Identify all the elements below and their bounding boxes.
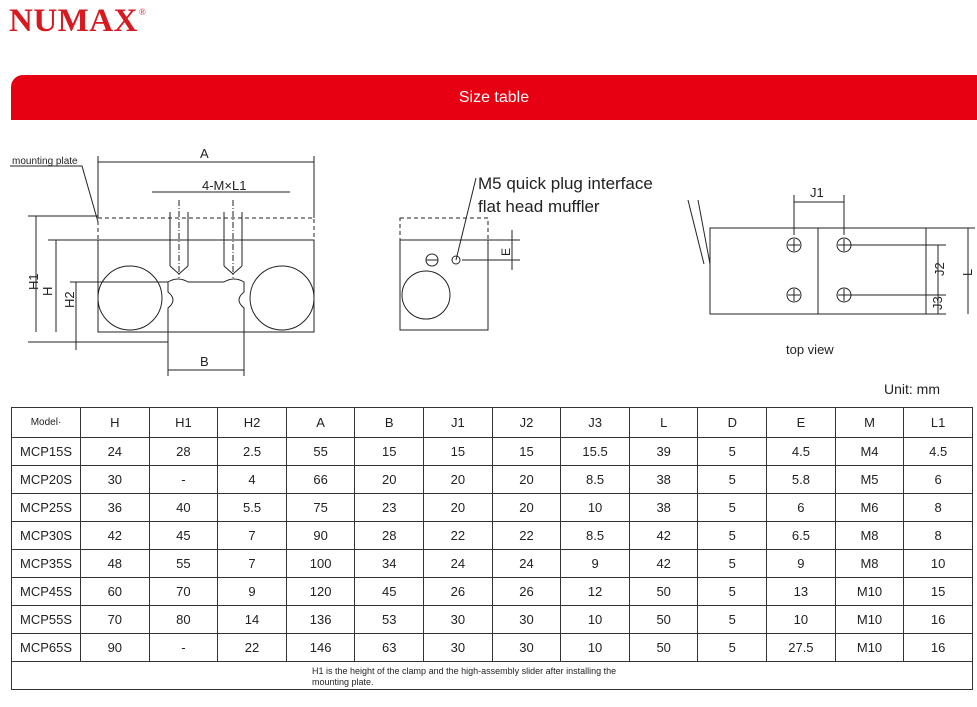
table-cell: 40 [149, 494, 218, 522]
table-cell: 90 [81, 634, 150, 662]
model-cell: MCP55S [12, 606, 81, 634]
column-header: H2 [218, 408, 287, 438]
table-cell: 15 [904, 578, 973, 606]
column-header: L [629, 408, 698, 438]
table-row [12, 634, 973, 662]
table-cell: 30 [424, 634, 493, 662]
table-row [12, 438, 973, 466]
table-cell: 100 [286, 550, 355, 578]
column-header: H [81, 408, 150, 438]
column-header: L1 [904, 408, 973, 438]
table-cell: M8 [835, 522, 904, 550]
model-cell: MCP20S [12, 466, 81, 494]
dim-m-label: 4-M×L1 [202, 178, 247, 193]
table-cell: 24 [81, 438, 150, 466]
front-view [10, 156, 314, 376]
table-cell: 10 [561, 494, 630, 522]
hole-icon [837, 288, 851, 302]
brand-name: NUMAX [9, 3, 138, 39]
table-cell: - [149, 466, 218, 494]
column-header: H1 [149, 408, 218, 438]
table-cell: 15.5 [561, 438, 630, 466]
table-cell: 30 [492, 606, 561, 634]
table-cell: 30 [492, 634, 561, 662]
table-cell: 4.5 [904, 438, 973, 466]
dim-b-label: B [200, 354, 209, 369]
table-note-cell [12, 662, 973, 690]
table-cell: 34 [355, 550, 424, 578]
table-note [312, 662, 972, 688]
table-cell: 75 [286, 494, 355, 522]
table-note-line: H1 is the height of the clamp and the high-assembly slider after installing the [312, 666, 617, 676]
table-cell: 42 [629, 550, 698, 578]
table-header-row [12, 408, 973, 438]
table-cell: 8.5 [561, 466, 630, 494]
table-cell: M10 [835, 606, 904, 634]
table-cell: M10 [835, 634, 904, 662]
column-header: J3 [561, 408, 630, 438]
table-cell: M5 [835, 466, 904, 494]
model-cell: MCP35S [12, 550, 81, 578]
table-cell: 38 [629, 494, 698, 522]
table-cell: 5 [698, 522, 767, 550]
banner-title: Size table [458, 88, 530, 106]
column-header: D [698, 408, 767, 438]
table-cell: M8 [835, 550, 904, 578]
table-cell: 27.5 [767, 634, 836, 662]
table-cell: 20 [492, 466, 561, 494]
table-cell: 22 [492, 522, 561, 550]
column-header: J1 [424, 408, 493, 438]
model-cell: MCP25S [12, 494, 81, 522]
model-cell: MCP45S [12, 578, 81, 606]
table-cell: 50 [629, 634, 698, 662]
table-cell: 36 [81, 494, 150, 522]
table-cell: 2.5 [218, 438, 287, 466]
table-cell: 10 [561, 606, 630, 634]
table-cell: 7 [218, 550, 287, 578]
brand-logo [9, 3, 145, 40]
dim-j3-label: J3 [930, 296, 945, 310]
table-cell: - [149, 634, 218, 662]
table-cell: 136 [286, 606, 355, 634]
table-cell: 42 [81, 522, 150, 550]
table-cell: 9 [561, 550, 630, 578]
table-cell: 39 [629, 438, 698, 466]
dim-h2-label: H2 [62, 291, 77, 308]
table-cell: 20 [424, 466, 493, 494]
table-cell: 10 [767, 606, 836, 634]
table-cell: 7 [218, 522, 287, 550]
table-cell: 5 [698, 494, 767, 522]
table-cell: 30 [81, 466, 150, 494]
size-table [11, 407, 973, 690]
table-row [12, 494, 973, 522]
table-note-line: mounting plate. [312, 677, 374, 687]
table-cell: 146 [286, 634, 355, 662]
table-cell: 8 [904, 494, 973, 522]
table-cell: 6 [904, 466, 973, 494]
table-cell: 4.5 [767, 438, 836, 466]
unit-label: Unit: mm [884, 381, 940, 397]
table-cell: 66 [286, 466, 355, 494]
table-cell: 50 [629, 606, 698, 634]
table-cell: 5.8 [767, 466, 836, 494]
table-cell: 23 [355, 494, 424, 522]
table-cell: 80 [149, 606, 218, 634]
size-table-banner [11, 75, 977, 120]
column-header: J2 [492, 408, 561, 438]
table-cell: 13 [767, 578, 836, 606]
table-cell: 8.5 [561, 522, 630, 550]
table-cell: 16 [904, 634, 973, 662]
table-cell: 5 [698, 634, 767, 662]
top-view [688, 195, 975, 314]
table-cell: M10 [835, 578, 904, 606]
dim-j1-label: J1 [810, 185, 824, 200]
table-cell: M4 [835, 438, 904, 466]
table-cell: 70 [81, 606, 150, 634]
column-header: A [286, 408, 355, 438]
callout-plug-label: M5 quick plug interface [478, 174, 653, 193]
table-cell: 24 [424, 550, 493, 578]
table-cell: 28 [355, 522, 424, 550]
table-cell: 24 [492, 550, 561, 578]
table-cell: 45 [149, 522, 218, 550]
technical-drawing [0, 140, 977, 380]
table-cell: 4 [218, 466, 287, 494]
table-cell: 14 [218, 606, 287, 634]
table-row [12, 466, 973, 494]
table-cell: 120 [286, 578, 355, 606]
table-cell: 5 [698, 578, 767, 606]
table-cell: 30 [424, 606, 493, 634]
model-cell: MCP65S [12, 634, 81, 662]
table-cell: 26 [424, 578, 493, 606]
table-cell: 15 [492, 438, 561, 466]
hole-icon [787, 288, 801, 302]
table-cell: 20 [492, 494, 561, 522]
table-cell: 5 [698, 550, 767, 578]
table-cell: 15 [355, 438, 424, 466]
table-cell: 42 [629, 522, 698, 550]
table-cell: 20 [355, 466, 424, 494]
column-header: E [767, 408, 836, 438]
mounting-plate-label: mounting plate [12, 156, 78, 167]
top-view-label: top view [786, 342, 834, 357]
table-cell: M6 [835, 494, 904, 522]
table-row [12, 522, 973, 550]
dim-e-label: E [499, 247, 513, 256]
table-cell: 5 [698, 438, 767, 466]
callout-muffler-label: flat head muffler [478, 197, 600, 216]
dim-h-label: H [40, 286, 55, 296]
table-cell: 16 [904, 606, 973, 634]
table-cell: 20 [424, 494, 493, 522]
dim-h1-label: H1 [26, 273, 41, 290]
registered-mark: ® [138, 7, 147, 17]
table-cell: 10 [904, 550, 973, 578]
dim-l-label: L [960, 268, 975, 276]
model-cell: MCP15S [12, 438, 81, 466]
table-cell: 10 [561, 634, 630, 662]
table-row [12, 578, 973, 606]
table-cell: 55 [286, 438, 355, 466]
table-cell: 22 [424, 522, 493, 550]
table-cell: 6 [767, 494, 836, 522]
table-cell: 48 [81, 550, 150, 578]
table-cell: 12 [561, 578, 630, 606]
column-header: B [355, 408, 424, 438]
column-header: M [835, 408, 904, 438]
table-cell: 28 [149, 438, 218, 466]
table-cell: 9 [218, 578, 287, 606]
table-cell: 22 [218, 634, 287, 662]
model-cell: MCP30S [12, 522, 81, 550]
table-cell: 60 [81, 578, 150, 606]
table-cell: 45 [355, 578, 424, 606]
table-cell: 5 [698, 606, 767, 634]
table-row [12, 606, 973, 634]
table-cell: 70 [149, 578, 218, 606]
table-cell: 9 [767, 550, 836, 578]
table-cell: 90 [286, 522, 355, 550]
table-cell: 8 [904, 522, 973, 550]
table-cell: 5 [698, 466, 767, 494]
table-cell: 55 [149, 550, 218, 578]
table-cell: 6.5 [767, 522, 836, 550]
dim-j2-label: J2 [932, 262, 947, 276]
hole-icon [787, 238, 801, 252]
table-cell: 38 [629, 466, 698, 494]
dim-a-label: A [200, 146, 209, 161]
table-cell: 5.5 [218, 494, 287, 522]
table-cell: 15 [424, 438, 493, 466]
table-row [12, 550, 973, 578]
table-note-row [12, 662, 973, 690]
hole-icon [837, 238, 851, 252]
column-header-model: Model· [12, 408, 81, 438]
table-cell: 26 [492, 578, 561, 606]
table-cell: 50 [629, 578, 698, 606]
table-cell: 53 [355, 606, 424, 634]
table-cell: 63 [355, 634, 424, 662]
